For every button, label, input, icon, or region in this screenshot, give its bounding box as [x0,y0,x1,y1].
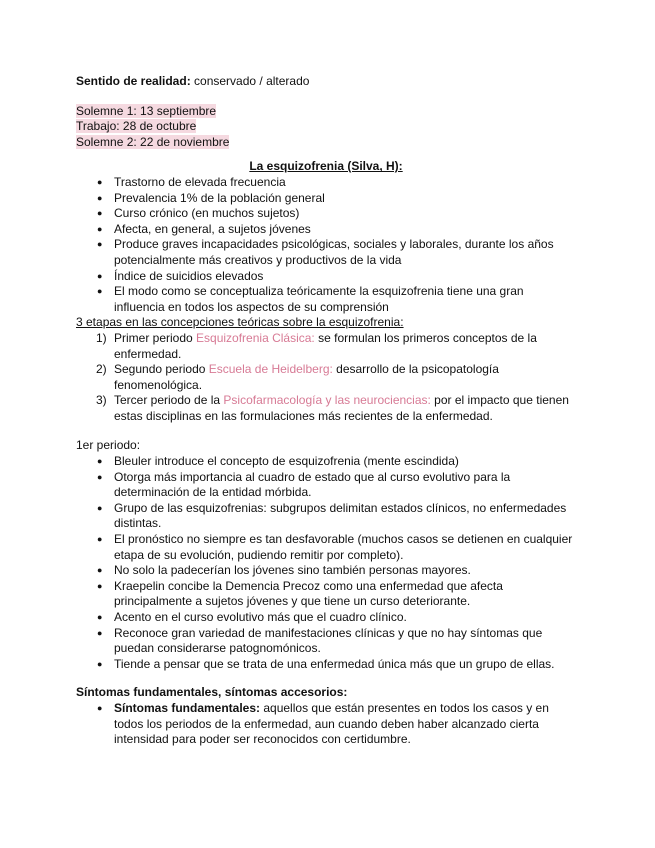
list-item: ● Otorga más importancia al cuadro de estado que al curso evolutivo para la determinación de la entidad mórbida. [76,470,576,501]
stage-item: 1) Primer periodo Esquizofrenia Clásica: se formulan los primeros conceptos de la enfermedad. [96,330,537,361]
period1-bullet-list [76,454,576,672]
section-title: La esquizofrenia (Silva, H): [249,159,403,174]
list-item: ● Afecta, en general, a sujetos jóvenes [76,222,576,238]
symptoms-list [76,701,576,748]
list-item: ● El modo como se conceptualiza teóricamente la esquizofrenia tiene una gran influencia en todos los aspectos de su comprensión [76,284,576,315]
list-item: ● Reconoce gran variedad de manifestaciones clínicas y que no hay síntomas que puedan considerarse patognomónicos. [76,626,576,657]
reality-sense-value: conservado / alterado [190,74,310,88]
period1-heading: 1er periodo: [76,438,141,453]
list-item: ● Prevalencia 1% de la población general [76,191,576,207]
list-item: ● Acento en el curso evolutivo más que el cuadro clínico. [76,610,576,626]
list-item: ● Grupo de las esquizofrenias: subgrupos delimitan estados clínicos, no enfermedades distintas. [76,501,576,532]
symptoms-text: aquellos que están presentes en todos los casos y en todos los periodos de la enfermedad, aun cuando deben haber alcanzado cierta intensidad para poder ser reconocidos con certidumbre. [114,700,549,747]
reality-sense-label: Sentido de realidad: [76,74,191,88]
date-item: Solemne 1: 13 septiembre [76,103,217,118]
list-item: ● Curso crónico (en muchos sujetos) [76,206,576,222]
list-item: ● El pronóstico no siempre es tan desfavorable (muchos casos se detienen en cualquier etapa de su evolución, pudiendo remitir por completo). [76,532,576,563]
date-item: Solemne 2: 22 de noviembre [76,134,230,149]
document-body [76,74,576,748]
intro-bullet-list [76,175,576,315]
list-item: ● Bleuler introduce el concepto de esquizofrenia (mente escindida) [76,454,576,470]
stage-item: 2) Segundo periodo Escuela de Heidelberg: desarrollo de la psicopatología fenomenológica. [96,362,499,392]
list-item [76,701,576,748]
reality-sense-line [76,74,576,90]
stage-item: 3) Tercer periodo de la Psicofarmacología y las neurociencias: por el impacto que tienen estas disciplinas en las formulaciones más recientes de la enfermedad. [96,393,569,423]
list-item: ● Kraepelin concibe la Demencia Precoz como una enfermedad que afecta principalmente a sujetos jóvenes y que tiene un curso deteriorante. [76,579,576,610]
stage-name: Escuela de Heidelberg: [208,362,333,377]
date-item: Trabajo: 28 de octubre [76,119,197,134]
stages-heading: 3 etapas en las concepciones teóricas sobre la esquizofrenia: [76,315,404,330]
list-item: ● Índice de suicidios elevados [76,269,576,285]
stage-name: Psicofarmacología y las neurociencias: [223,393,431,408]
list-item: ● Tiende a pensar que se trata de una enfermedad única más que un grupo de ellas. [76,657,576,673]
list-item: ● Produce graves incapacidades psicológicas, sociales y laborales, durante los años potencialmente más creativos y productivos de la vida [76,237,576,268]
stage-name: Esquizofrenia Clásica: [196,330,315,345]
list-item: ● No solo la padecerían los jóvenes sino también personas mayores. [76,563,576,579]
list-item: ● Trastorno de elevada frecuencia [76,175,576,191]
symptoms-label: Síntomas fundamentales: [114,700,261,715]
symptoms-heading: Síntomas fundamentales, síntomas accesorios: [76,685,348,700]
stages-list [76,331,576,425]
dates-block [76,104,576,151]
